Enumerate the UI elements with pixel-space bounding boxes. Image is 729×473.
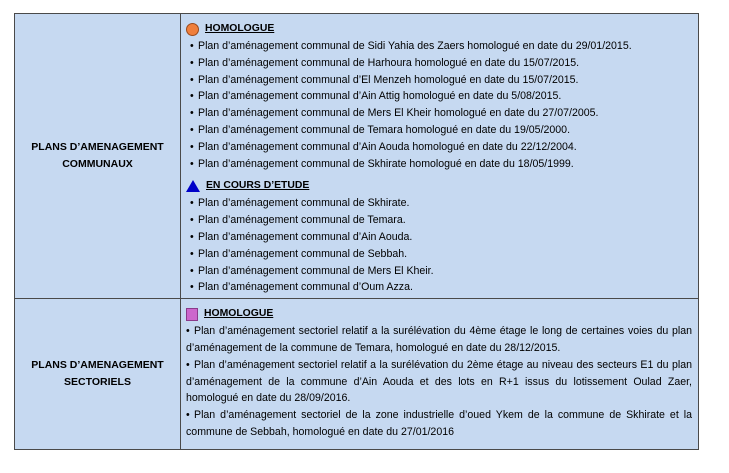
item-list — [186, 195, 692, 296]
list-item: • Plan d’aménagement sectoriel de la zone industrielle d’oued Ykem de la commune de Skhirate et la commune de Sebbah, homologué en date du 27/01/2016 — [186, 407, 692, 441]
orange-circle-icon — [186, 23, 199, 36]
list-item: • Plan d’aménagement communal de Harhoura homologué en date du 15/07/2015. — [186, 55, 692, 72]
blue-triangle-icon — [186, 180, 200, 192]
row-label-line: SECTORIELS — [64, 376, 131, 389]
list-item: • Plan d’aménagement communal de Temara homologué en date du 19/05/2000. — [186, 122, 692, 139]
item-list — [186, 38, 692, 172]
list-item: • Plan d’aménagement communal de Mers El Kheir homologué en date du 27/07/2005. — [186, 105, 692, 122]
row-content-communaux — [181, 14, 699, 299]
list-item: • Plan d’aménagement communal de Skhirate. — [186, 195, 692, 212]
row-label-line: PLANS D’AMENAGEMENT — [31, 141, 164, 154]
row-label-sectoriels — [15, 299, 181, 450]
list-item: • Plan d’aménagement communal d’Ain Aouda. — [186, 229, 692, 246]
row-label-line: COMMUNAUX — [62, 158, 133, 171]
list-item: • Plan d’aménagement communal de Temara. — [186, 212, 692, 229]
list-item: • Plan d’aménagement communal d’Oum Azza. — [186, 279, 692, 296]
section-header — [186, 177, 692, 195]
section-title: HOMOLOGUE — [204, 307, 274, 319]
row-label-line: PLANS D’AMENAGEMENT — [31, 359, 164, 372]
list-item: • Plan d’aménagement communal de Sebbah. — [186, 246, 692, 263]
list-item: • Plan d’aménagement communal de Mers El Kheir. — [186, 263, 692, 280]
table-row — [15, 14, 699, 299]
list-item: • Plan d’aménagement communal de Sidi Yahia des Zaers homologué en date du 29/01/2015. — [186, 38, 692, 55]
section-header — [186, 305, 692, 323]
list-item: • Plan d’aménagement communal de Skhirate homologué en date du 18/05/1999. — [186, 156, 692, 173]
list-item: • Plan d’aménagement communal d’Ain Aouda homologué en date du 22/12/2004. — [186, 139, 692, 156]
table-row — [15, 299, 699, 450]
section-header — [186, 20, 692, 38]
row-content-sectoriels — [181, 299, 699, 450]
list-item: • Plan d’aménagement communal d’El Menzeh homologué en date du 15/07/2015. — [186, 72, 692, 89]
row-label-communaux — [15, 14, 181, 299]
list-item: • Plan d’aménagement sectoriel relatif a la surélévation du 2ème étage au niveau des secteurs E1 du plan d’aménagement de la commune d’Ain Aouda et des lots en R+1 issus du lotissement Oulad Zaer, homologué en date du 28/09/2016. — [186, 357, 692, 407]
list-item: • Plan d’aménagement sectoriel relatif a la surélévation du 4ème étage le long de certaines voies du plan d’aménagement de la commune de Temara, homologué en date du 28/12/2015. — [186, 323, 692, 357]
section-title: EN COURS D’ETUDE — [206, 179, 310, 191]
purple-square-icon — [186, 308, 198, 321]
item-list — [186, 323, 692, 441]
plans-table — [14, 13, 699, 450]
section-title: HOMOLOGUE — [205, 22, 275, 34]
list-item: • Plan d’aménagement communal d’Ain Attig homologué en date du 5/08/2015. — [186, 88, 692, 105]
